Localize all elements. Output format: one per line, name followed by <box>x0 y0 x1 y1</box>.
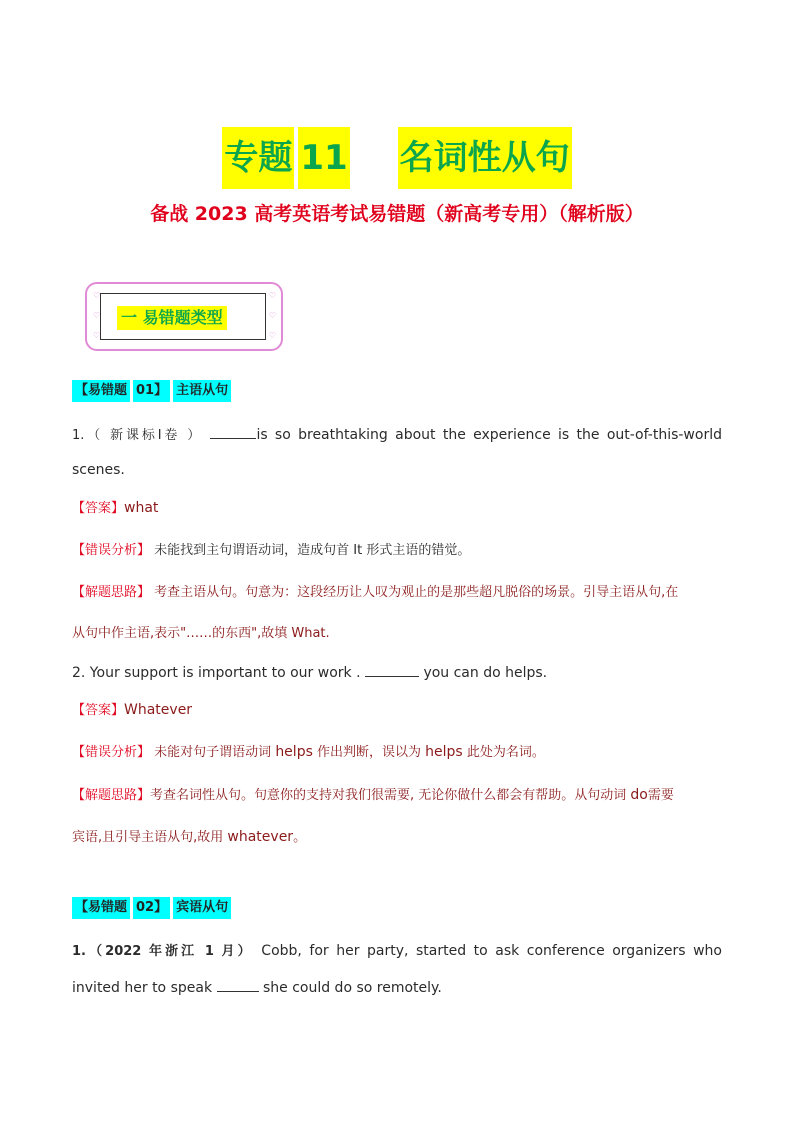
heart-icon: ♡ <box>93 331 101 340</box>
category-inner-box <box>100 293 266 340</box>
answer-line: 【答案】what <box>72 500 159 516</box>
section-header-02 <box>72 897 231 919</box>
solution-idea-line-1: 【解题思路】考查名词性从句。句意你的支持对我们很需要, 无论你做什么都会有帮助。从句动词 do需要 <box>72 787 674 803</box>
question-2-line: 2. Your support is important to our work . you can do helps. <box>72 662 722 683</box>
answer-blank <box>217 977 259 992</box>
heart-icon: ♡ <box>93 311 101 320</box>
heart-icon: ♡ <box>93 291 101 300</box>
question-1-line-1: 1.（ 新课标Ⅰ卷 ） is so breathtaking about the experience is the out-of-this-world <box>72 424 722 446</box>
section-number: 02】 <box>133 897 170 919</box>
page-title <box>0 127 794 189</box>
title-part-number: 11 <box>298 127 349 189</box>
section-tag: 【易错题 <box>72 897 130 919</box>
section-number: 01】 <box>133 380 170 402</box>
category-label: 一 易错题类型 <box>117 306 227 330</box>
answer-line: 【答案】Whatever <box>72 702 193 718</box>
heart-icon: ♡ <box>268 291 276 300</box>
question-1-line-2: invited her to speak she could do so remotely. <box>72 977 722 998</box>
question-1-line-2: scenes. <box>72 462 125 478</box>
heart-icon: ♡ <box>268 331 276 340</box>
section-name: 宾语从句 <box>173 897 231 919</box>
solution-idea-line-2: 宾语,且引导主语从句,故用 whatever。 <box>72 829 307 845</box>
question-1-line-1: 1.（2022 年浙江 1 月） Cobb, for her party, started to ask conference organizers who <box>72 943 722 959</box>
title-part-topic: 专题 <box>222 127 294 189</box>
error-analysis-line: 【错误分析】 未能找到主句谓语动词，造成句首 It 形式主语的错觉。 <box>72 543 471 558</box>
title-part-name: 名词性从句 <box>398 127 572 189</box>
answer-blank <box>365 662 419 677</box>
category-frame <box>85 282 283 351</box>
solution-idea-line-1: 【解题思路】 考查主语从句。句意为：这段经历让人叹为观止的是那些超凡脱俗的场景。引导主语从句,在 <box>72 585 679 600</box>
heart-icon: ♡ <box>268 311 276 320</box>
answer-blank <box>210 424 256 439</box>
solution-idea-line-2: 从句中作主语,表示"……的东西",故填 What. <box>72 626 330 641</box>
section-tag: 【易错题 <box>72 380 130 402</box>
page-subtitle: 备战 2023 高考英语考试易错题（新高考专用）（解析版） <box>150 203 644 225</box>
error-analysis-line: 【错误分析】 未能对句子谓语动词 helps 作出判断，误以为 helps 此处为名词。 <box>72 744 545 760</box>
section-name: 主语从句 <box>173 380 231 402</box>
section-header-01 <box>72 380 231 402</box>
